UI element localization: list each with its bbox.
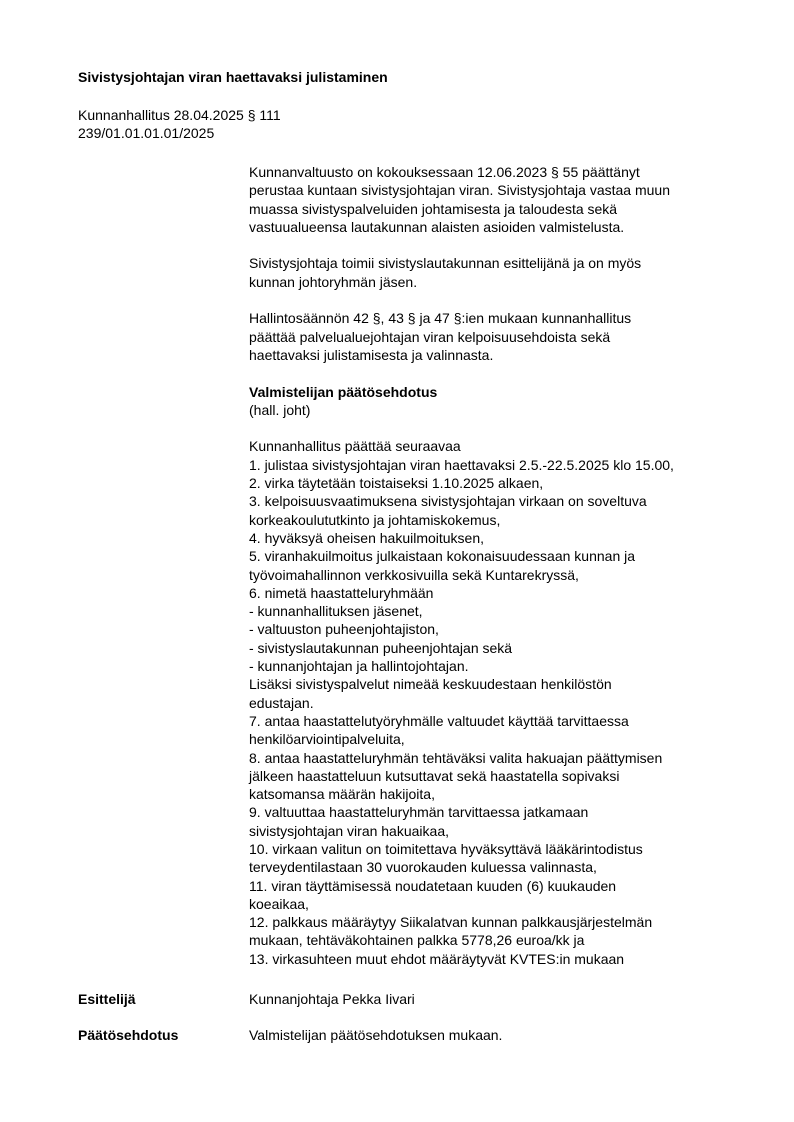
decision-proposal-value: Valmistelijan päätösehdotuksen mukaan.: [249, 1027, 503, 1043]
proposal-line: koeaikaa,: [249, 895, 309, 912]
meeting-reference: Kunnanhallitus 28.04.2025 § 111: [78, 107, 281, 123]
paragraph-rules: [249, 309, 749, 364]
proposal-line: edustajan.: [249, 694, 314, 711]
proposal-line: 5. viranhakuilmoitus julkaistaan kokonaisuudessaan kunnan ja: [249, 548, 636, 565]
proposal-line: 8. antaa haastatteluryhmän tehtäväksi valita hakuajan päättymisen: [249, 749, 663, 766]
proposal-line: - sivistyslautakunnan puheenjohtajan sekä: [249, 639, 513, 656]
proposal-line: työvoimahallinnon verkkosivuilla sekä Kuntarekryssä,: [249, 566, 579, 583]
paragraph-line: Kunnanvaltuusto on kokouksessaan 12.06.2023 § 55 päättänyt: [249, 164, 640, 180]
proposal-line: - valtuuston puheenjohtajiston,: [249, 621, 439, 638]
proposal-line: 12. palkkaus määräytyy Siikalatvan kunnan palkkausjärjestelmän: [249, 914, 653, 931]
proposal-line: henkilöarviointipalveluita,: [249, 731, 405, 748]
paragraph-line: haettavaksi julistamisesta ja valinnasta.: [249, 346, 494, 363]
paragraph-line: kunnan johtoryhmän jäsen.: [249, 273, 418, 290]
proposal-line: 1. julistaa sivistysjohtajan viran haettavaksi 2.5.-22.5.2025 klo 15.00,: [249, 456, 674, 473]
paragraph-line: Sivistysjohtaja toimii sivistyslautakunnan esittelijänä ja on myös: [249, 255, 642, 272]
proposal-line: mukaan, tehtäväkohtainen palkka 5778,26 euroa/kk ja: [249, 932, 585, 949]
proposal-line: Kunnanhallitus päättää seuraavaa: [249, 438, 461, 455]
paragraph-line: Hallintosäännön 42 §, 43 § ja 47 §:ien mukaan kunnanhallitus: [249, 310, 632, 327]
proposal-line: 11. viran täyttämisessä noudatetaan kuuden (6) kuukauden: [249, 877, 617, 894]
paragraph-line: vastuualueensa lautakunnan alaisten asioiden valmistelusta.: [249, 218, 625, 235]
paragraph-line: perustaa kuntaan sivistysjohtajan viran. Sivistysjohtaja vastaa muun: [249, 182, 670, 199]
proposal-heading: Valmistelijan päätösehdotus: [249, 383, 438, 400]
proposal-line: 4. hyväksyä oheisen hakuilmoituksen,: [249, 529, 485, 546]
proposal-line: 3. kelpoisuusvaatimuksena sivistysjohtajan virkaan on soveltuva: [249, 493, 647, 510]
proposal-line: 7. antaa haastattelutyöryhmälle valtuudet käyttää tarvittaessa: [249, 712, 629, 729]
proposal-line: 9. valtuuttaa haastatteluryhmän tarvittaessa jatkamaan: [249, 804, 589, 821]
paragraph-background: [249, 163, 749, 236]
proposal-line: sivistysjohtajan viran hakuaikaa,: [249, 822, 449, 839]
document-title: Sivistysjohtajan viran haettavaksi julistaminen: [78, 69, 388, 85]
spacer: [249, 419, 749, 437]
proposal-preparer: (hall. joht): [249, 401, 311, 418]
document-body: [249, 163, 749, 968]
proposal-line: 6. nimetä haastatteluryhmään: [249, 584, 434, 601]
paragraph-line: päättää palvelualuejohtajan viran kelpoisuusehdoista sekä: [249, 328, 611, 345]
proposal-line: 10. virkaan valitun on toimitettava hyväksyttävä lääkärintodistus: [249, 840, 643, 857]
paragraph-line: muassa sivistyspalveluiden johtamisesta ja taloudesta sekä: [249, 200, 618, 217]
case-number: 239/01.01.01.01/2025: [78, 125, 215, 141]
presenter-label: Esittelijä: [78, 991, 136, 1007]
proposal-line: 2. virka täytetään toistaiseksi 1.10.2025 alkaen,: [249, 475, 544, 492]
presenter-value: Kunnanjohtaja Pekka Iivari: [249, 991, 415, 1007]
proposal-line: katsomansa määrän hakijoita,: [249, 786, 435, 803]
proposal-line: 13. virkasuhteen muut ehdot määräytyvät KVTES:in mukaan: [249, 950, 625, 967]
decision-proposal-label: Päätösehdotus: [78, 1027, 179, 1043]
proposal-line: - kunnanjohtajan ja hallintojohtajan.: [249, 658, 469, 675]
preparer-proposal: [249, 383, 749, 969]
proposal-line: jälkeen haastatteluun kutsuttavat sekä haastatella sopivaksi: [249, 767, 620, 784]
paragraph-role: [249, 254, 749, 291]
proposal-line: korkeakoulututkinto ja johtamiskokemus,: [249, 511, 501, 528]
proposal-line: Lisäksi sivistyspalvelut nimeää keskuudestaan henkilöstön: [249, 676, 612, 693]
proposal-line: terveydentilastaan 30 vuorokauden kuluessa valinnasta,: [249, 859, 597, 876]
meta-block: [78, 106, 281, 142]
proposal-line: - kunnanhallituksen jäsenet,: [249, 603, 423, 620]
